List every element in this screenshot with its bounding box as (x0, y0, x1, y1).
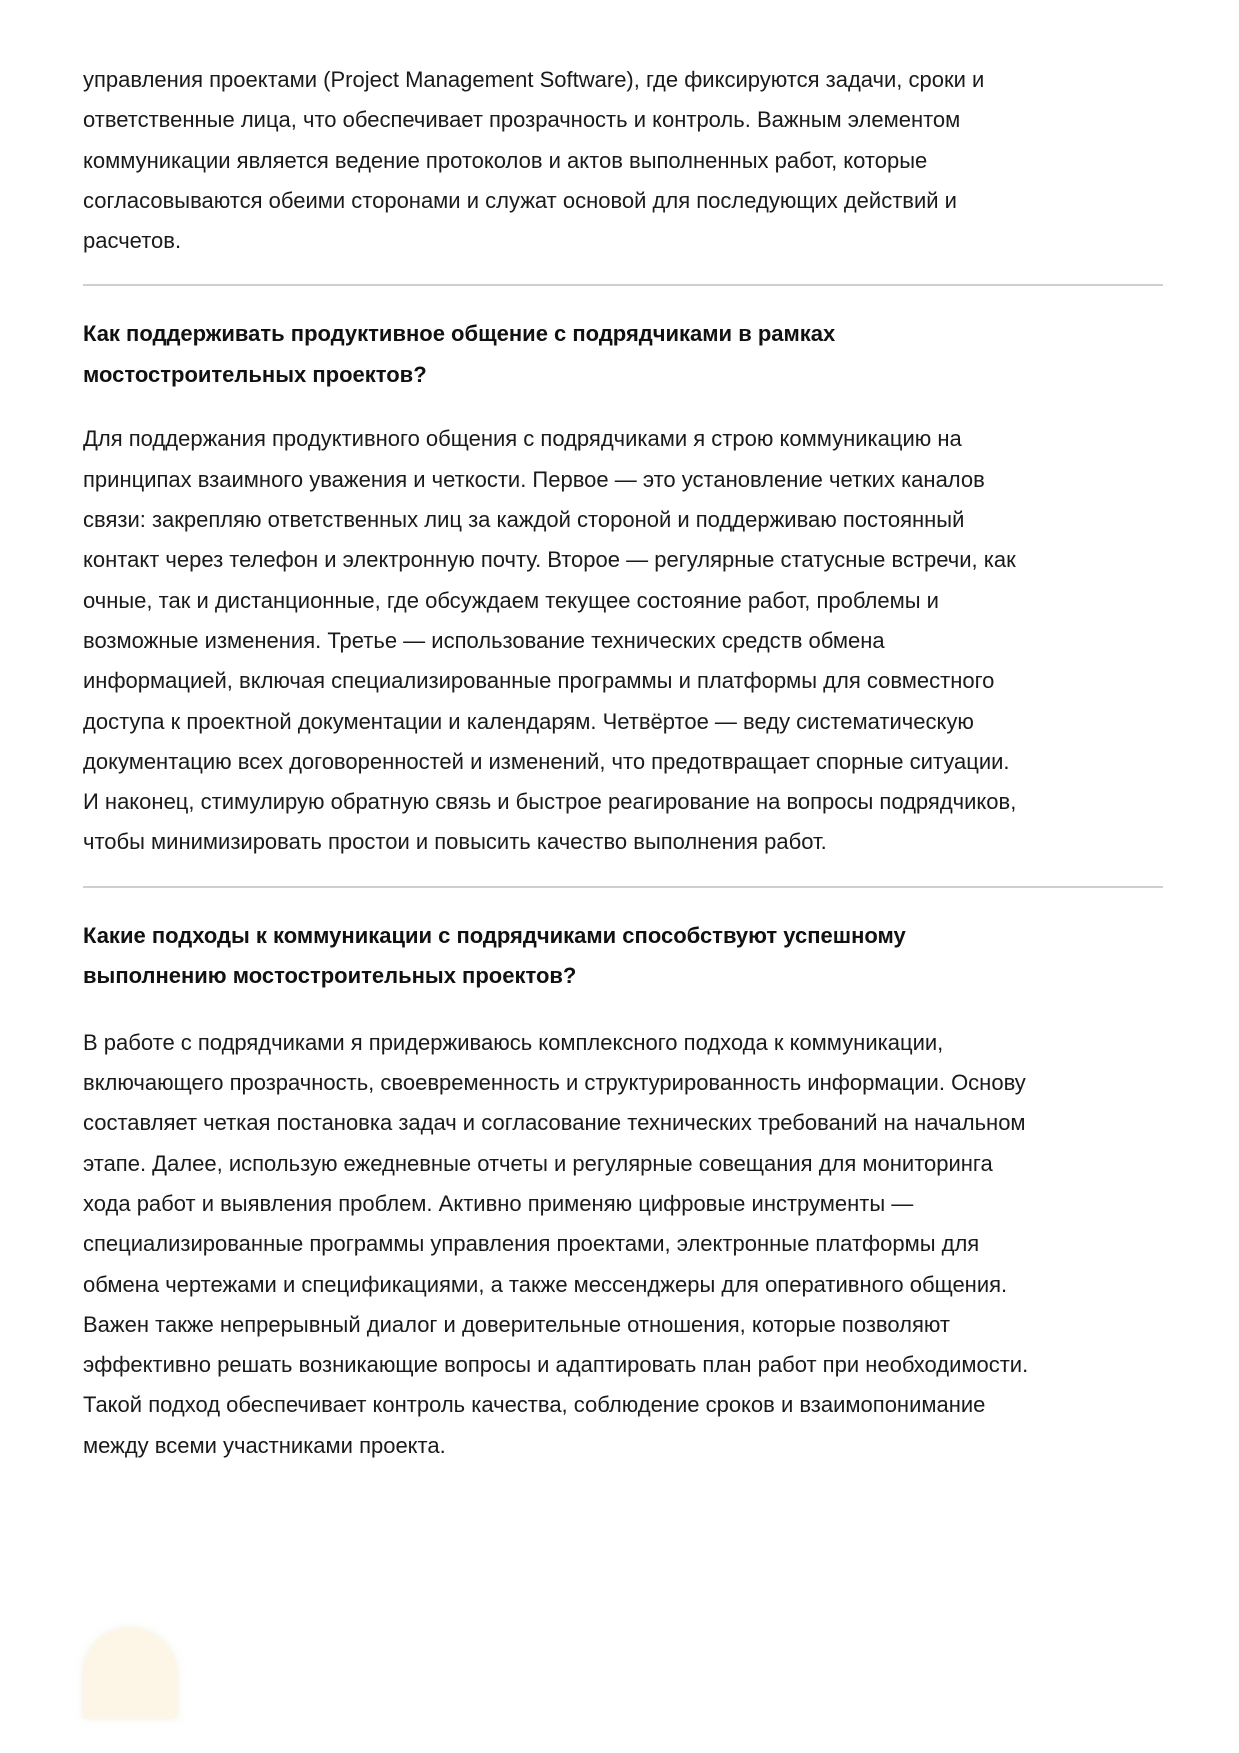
text-line: Важен также непрерывный диалог и доверительные отношения, которые позволяют (83, 1311, 950, 1337)
heading-line: Какие подходы к коммуникации с подрядчиками способствуют успешному (83, 922, 906, 948)
text-line: ответственные лица, что обеспечивает прозрачность и контроль. Важным элементом (83, 107, 961, 133)
text-line: возможные изменения. Третье — использование технических средств обмена (83, 627, 885, 653)
text-line: Такой подход обеспечивает контроль качества, соблюдение сроков и взаимопонимание (83, 1392, 986, 1418)
heading-line: выполнению мостостроительных проектов? (83, 963, 577, 989)
heading-line: мостостроительных проектов? (83, 361, 427, 387)
chat-widget-button[interactable] (83, 1628, 177, 1718)
text-line: информацией, включая специализированные программы и платформы для совместного (83, 668, 995, 694)
text-line: чтобы минимизировать простои и повысить качество выполнения работ. (83, 829, 827, 855)
faq-content (83, 60, 1163, 1466)
heading-line: Как поддерживать продуктивное общение с подрядчиками в рамках (83, 321, 836, 347)
text-line: коммуникации является ведение протоколов и актов выполненных работ, которые (83, 147, 928, 173)
text-line: контакт через телефон и электронную почту. Второе — регулярные статусные встречи, как (83, 547, 1016, 573)
answer-paragraph-2 (83, 1023, 1163, 1466)
divider (83, 886, 1163, 888)
answer-paragraph-0 (83, 60, 1163, 261)
text-line: хода работ и выявления проблем. Активно применяю цифровые инструменты — (83, 1190, 914, 1216)
text-line: В работе с подрядчиками я придерживаюсь комплексного подхода к коммуникации, (83, 1029, 944, 1055)
text-line: Для поддержания продуктивного общения с подрядчиками я строю коммуникацию на (83, 426, 962, 452)
text-line: принципах взаимного уважения и четкости. Первое — это установление четких каналов (83, 466, 985, 492)
text-line: И наконец, стимулирую обратную связь и быстрое реагирование на вопросы подрядчиков, (83, 789, 1017, 815)
text-line: этапе. Далее, использую ежедневные отчеты и регулярные совещания для мониторинга (83, 1150, 993, 1176)
text-line: обмена чертежами и спецификациями, а также мессенджеры для оперативного общения. (83, 1271, 1008, 1297)
divider (83, 284, 1163, 286)
text-line: очные, так и дистанционные, где обсуждаем текущее состояние работ, проблемы и (83, 587, 939, 613)
text-line: доступа к проектной документации и календарям. Четвёртое — веду систематическую (83, 708, 974, 734)
text-line: документацию всех договоренностей и изменений, что предотвращает спорные ситуации. (83, 748, 1010, 774)
question-heading-1 (83, 314, 1163, 395)
text-line: включающего прозрачность, своевременность и структурированность информации. Основу (83, 1070, 1026, 1096)
text-line: специализированные программы управления проектами, электронные платформы для (83, 1231, 980, 1257)
text-line: расчетов. (83, 228, 182, 254)
text-line: согласовываются обеими сторонами и служат основой для последующих действий и (83, 187, 957, 213)
text-line: эффективно решать возникающие вопросы и адаптировать план работ при необходимости. (83, 1352, 1029, 1378)
text-line: управления проектами (Project Management Software), где фиксируются задачи, сроки и (83, 67, 985, 92)
question-heading-2 (83, 916, 1163, 997)
text-line: связи: закрепляю ответственных лиц за каждой стороной и поддерживаю постоянный (83, 507, 965, 533)
answer-paragraph-1 (83, 419, 1163, 862)
text-line: составляет четкая постановка задач и согласование технических требований на начальном (83, 1110, 1026, 1136)
text-line: между всеми участниками проекта. (83, 1432, 446, 1458)
